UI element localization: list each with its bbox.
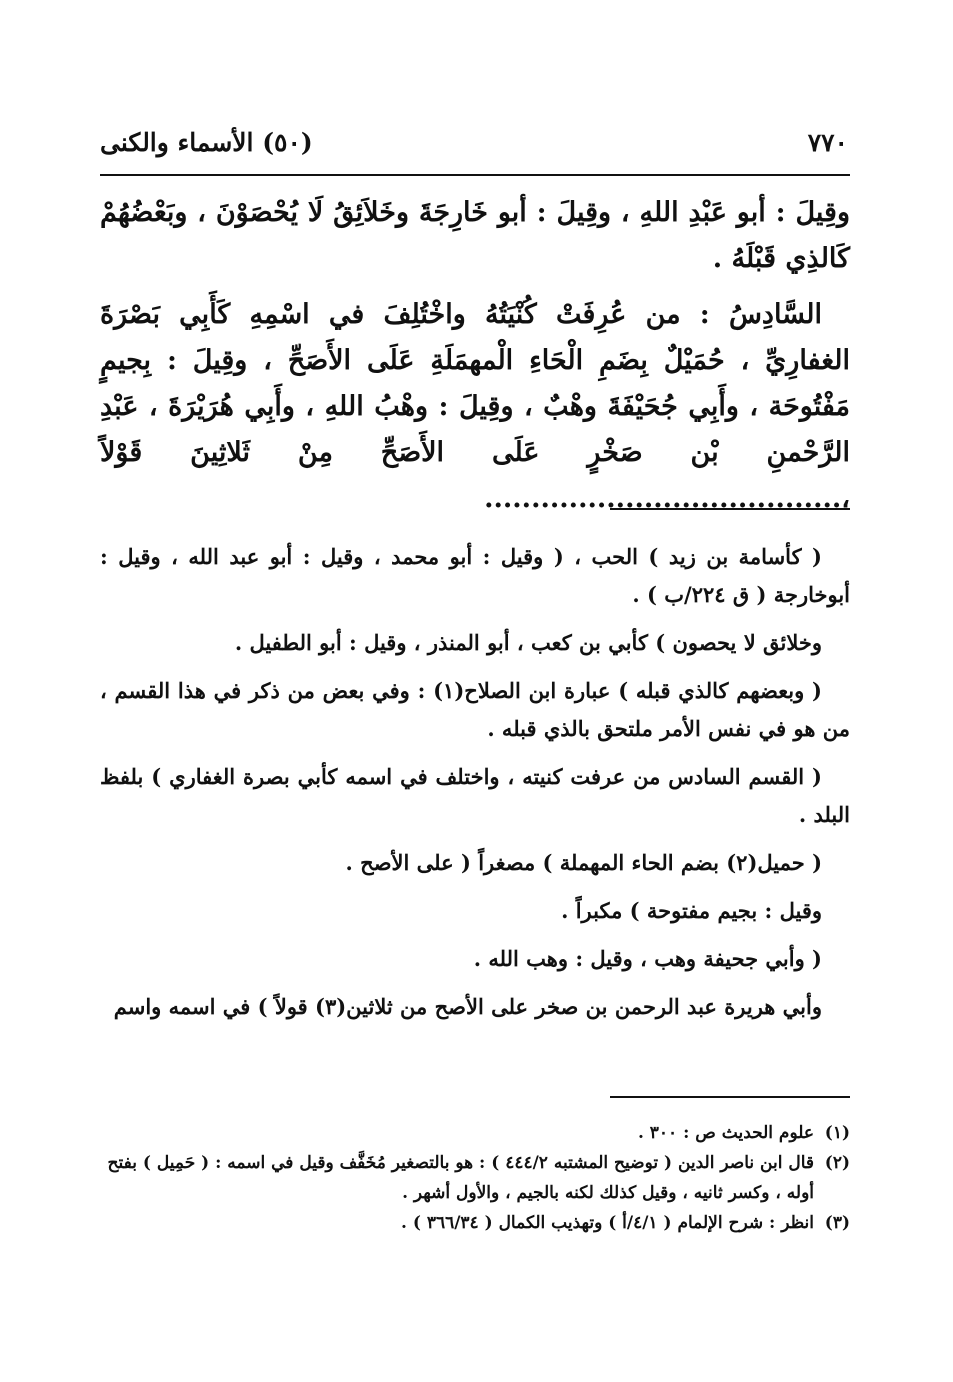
book-page bbox=[100, 0, 850, 1382]
sharh-paragraph-3: ( وبعضهم كالذي قبله ) عبارة ابن الصلاح(١) : وفي بعض من ذكر في هذا القسم ، من هو في نفس الأمر ملتحق بالذي قبله . bbox=[100, 678, 850, 741]
footnote-1-text: علوم الحديث ص : ٣٠٠ . bbox=[637, 1123, 814, 1143]
footnote-2-text: قال ابن ناصر الدين ( توضيح المشتبه ٤٤٤/٢ ) : هو بالتصغير مُخَفَّف وقيل في اسمه : ( حَمِيل ) بفتح أوله ، وكسر ثانيه ، وقيل كذلك لكنه بالجيم ، والأول أشهر . bbox=[107, 1153, 814, 1203]
footnote-1-number: (١) bbox=[824, 1123, 850, 1143]
sharh-paragraph-6: وقيل : بجيم مفتوحة ) مكبراً . bbox=[561, 898, 822, 923]
sharh-paragraph-7: ( وأبي جحيفة وهب ، وقيل : وهب الله . bbox=[473, 946, 822, 971]
chapter-title: (٥٠) الأسماء والكنى bbox=[100, 128, 313, 157]
matn-paragraph-1: وقِيلَ : أبو عَبْدِ اللهِ ، وقِيلَ : أبو خَارِجَةَ وخَلاَئِقُ لَا يُحْصَوْنَ ، وبَعْضُهُمْ كَالذِي قَبْلَهُ . bbox=[100, 197, 850, 274]
footnotes bbox=[100, 1118, 850, 1238]
main-text bbox=[100, 190, 850, 532]
footnote-3 bbox=[100, 1208, 850, 1238]
commentary-text bbox=[100, 538, 850, 1036]
sharh-paragraph-4: ( القسم السادس من عرفت كنيته ، واختلف في اسمه كأبي بصرة الغفاري ) بلفظ البلد . bbox=[100, 764, 850, 827]
sharh-paragraph-2: وخلائق لا يحصون ) كأبي بن كعب ، أبو المنذر ، وقيل : أبو الطفيل . bbox=[234, 630, 822, 655]
footnote-3-number: (٣) bbox=[824, 1213, 850, 1233]
header-rule bbox=[100, 174, 850, 176]
page-header bbox=[100, 128, 850, 168]
sharh-paragraph-1: ( كأسامة بن زيد ) الحب ، ( وقيل : أبو محمد ، وقيل : أبو عبد الله ، وقيل : أبوخارجة ( ق ٢٢٤/ب ) . bbox=[100, 544, 850, 607]
matn-separator-rule bbox=[610, 508, 850, 510]
sharh-paragraph-5: ( حميل(٢) بضم الحاء المهملة ) مصغراً ( على الأصح . bbox=[345, 850, 822, 875]
sharh-paragraph-8: وأبي هريرة عبد الرحمن بن صخر على الأصح من ثلاثين(٣) قولاً ) في اسمه واسم bbox=[113, 994, 822, 1019]
matn-paragraph-2: السَّادِسُ : من عُرِفَتْ كُنْيَتُهُ واخْتُلِفَ في اسْمِهِ كَأَبِي بَصْرَةَ الغفارِيِّ ، حُمَيْلٌ بِضَمِ الْحَاءِ الْمهمَلَةِ عَلَى الأَصَحِّ ، وقِيلَ : بِجيمٍ مَفْتُوحَة ، وأَبِي جُحَيْفَةَ وهْبٌ ، وقِيلَ : وهْبُ اللهِ ، وأَبِي هُرَيْرَةَ ، عَبْدِ الرَّحْمنِ بْن صَخْرٍ عَلَى الأَصَحِّ مِنْ ثَلاثِينَ قَوْلاً ،...................................... bbox=[100, 299, 850, 514]
page-number: ٧٧٠ bbox=[807, 128, 848, 157]
footnote-3-text: انظر : شرح الإلمام ( ٤/١/أ ) وتهذيب الكمال ( ٣٦٦/٣٤ ) . bbox=[401, 1213, 814, 1233]
footnote-2 bbox=[100, 1148, 850, 1208]
footnote-separator-rule bbox=[610, 1096, 850, 1098]
footnote-2-number: (٢) bbox=[824, 1153, 850, 1173]
footnote-1 bbox=[100, 1118, 850, 1148]
